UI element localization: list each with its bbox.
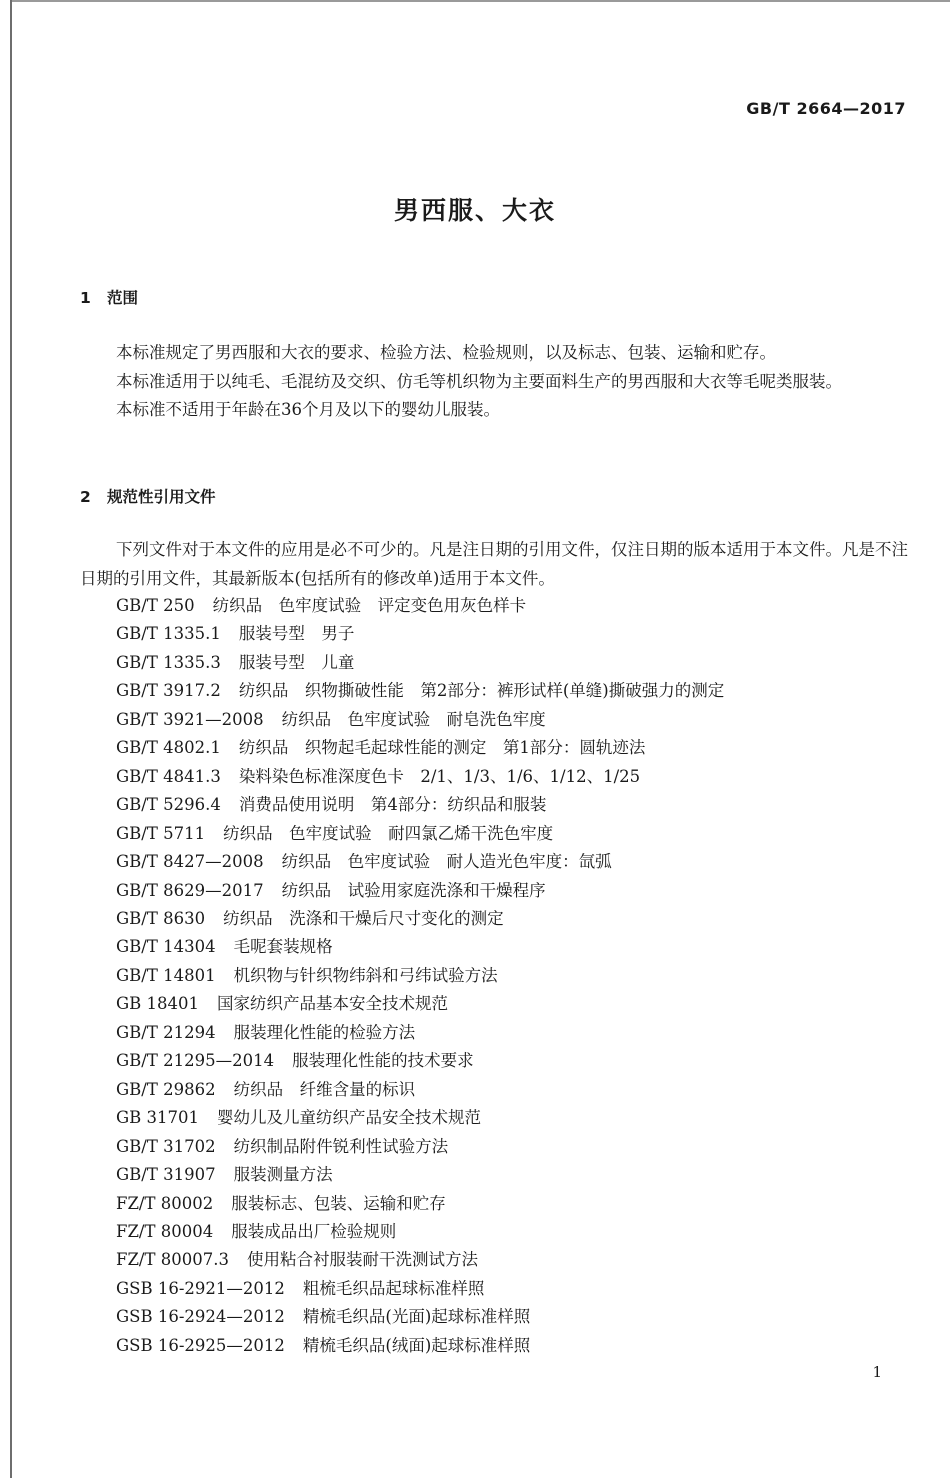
reference-title: 服装理化性能的检验方法 (233, 1022, 416, 1042)
reference-code: GB/T 8630 (116, 908, 206, 928)
reference-code: GB/T 14304 (116, 937, 216, 957)
reference-title: 精梳毛织品(绒面)起球标准样照 (302, 1335, 531, 1355)
reference-title: 服装测量方法 (233, 1165, 333, 1185)
reference-code: FZ/T 80002 (116, 1193, 214, 1213)
reference-title: 纺织品 色牢度试验 评定变色用灰色样卡 (212, 596, 527, 615)
references-intro (80, 536, 908, 593)
reference-item (116, 620, 724, 648)
reference-item (116, 990, 724, 1018)
scope-paragraphs (80, 339, 908, 425)
reference-title: 染料染色标准深度色卡 2/1、1/3、1/6、1/12、1/25 (238, 766, 641, 786)
reference-code: GB/T 5711 (116, 823, 206, 843)
reference-code: GSB 16-2925—2012 (116, 1335, 285, 1355)
reference-title: 国家纺织产品基本安全技术规范 (217, 994, 449, 1014)
reference-code: GB/T 3921—2008 (116, 709, 264, 729)
section-heading-references (80, 485, 216, 507)
reference-title: 纺织品 织物起毛起球性能的测定 第1部分：圆轨迹法 (238, 738, 646, 758)
section-heading-scope (80, 286, 138, 308)
reference-item (116, 1104, 724, 1132)
reference-code: GB/T 4841.3 (116, 766, 221, 786)
document-title: 男西服、大衣 (393, 196, 556, 225)
reference-code: GB/T 14801 (116, 965, 216, 985)
section-number: 2 (80, 488, 91, 506)
reference-code: GB/T 5296.4 (116, 795, 221, 815)
reference-title: 纺织制品附件锐利性试验方法 (233, 1136, 449, 1156)
reference-code: GB/T 31907 (116, 1165, 216, 1185)
reference-code: GB/T 21295—2014 (116, 1051, 275, 1071)
section-number: 1 (80, 289, 91, 307)
reference-title: 服装号型 儿童 (238, 652, 355, 672)
reference-list (116, 592, 724, 1360)
page-top-edge (10, 0, 950, 2)
standard-code: GB/T 2664—2017 (746, 99, 906, 118)
reference-code: FZ/T 80004 (116, 1221, 214, 1241)
reference-item (116, 763, 724, 791)
paragraph: 本标准适用于以纯毛、毛混纺及交织、仿毛等机织物为主要面料生产的男西服和大衣等毛呢类服装。 (116, 371, 842, 391)
section-title: 规范性引用文件 (107, 488, 216, 506)
paragraph: 本标准不适用于年龄在36个月及以下的婴幼儿服装。 (116, 400, 500, 419)
reference-item (116, 820, 724, 848)
reference-item (116, 592, 724, 620)
reference-item (116, 933, 724, 961)
reference-item (116, 1332, 724, 1360)
reference-title: 粗梳毛织品起球标准样照 (302, 1278, 485, 1298)
reference-item (116, 1161, 724, 1189)
reference-title: 纺织品 色牢度试验 耐四氯乙烯干洗色牢度 (223, 823, 554, 843)
reference-item (116, 848, 724, 876)
paragraph: 下列文件对于本文件的应用是必不可少的。凡是注日期的引用文件，仅注日期的版本适用于本文件。凡是不注日期的引用文件，其最新版本(包括所有的修改单)适用于本文件。 (80, 540, 908, 588)
reference-title: 纺织品 试验用家庭洗涤和干燥程序 (281, 880, 546, 900)
reference-code: GB/T 8629—2017 (116, 880, 264, 900)
reference-item (116, 877, 724, 905)
reference-code: GB/T 29862 (116, 1079, 216, 1099)
section-title: 范围 (107, 289, 139, 307)
reference-item (116, 791, 724, 819)
reference-code: GB/T 1335.3 (116, 652, 221, 672)
reference-title: 纺织品 纤维含量的标识 (233, 1079, 416, 1099)
reference-item (116, 1303, 724, 1331)
reference-title: 纺织品 色牢度试验 耐人造光色牢度：氙弧 (281, 852, 612, 872)
reference-title: 服装标志、包装、运输和贮存 (231, 1193, 446, 1213)
reference-code: GB/T 21294 (116, 1022, 216, 1042)
page-number: 1 (872, 1363, 882, 1381)
reference-title: 纺织品 洗涤和干燥后尺寸变化的测定 (223, 908, 504, 928)
reference-title: 使用粘合衬服装耐干洗测试方法 (246, 1250, 478, 1270)
reference-title: 纺织品 织物撕破性能 第2部分：裤形试样(单缝)撕破强力的测定 (238, 681, 725, 701)
reference-title: 纺织品 色牢度试验 耐皂洗色牢度 (281, 709, 546, 729)
reference-code: GSB 16-2921—2012 (116, 1278, 285, 1298)
reference-title: 机织物与针织物纬斜和弓纬试验方法 (233, 965, 498, 985)
reference-item (116, 706, 724, 734)
reference-item (116, 677, 724, 705)
reference-title: 毛呢套装规格 (233, 937, 333, 957)
reference-code: GSB 16-2924—2012 (116, 1307, 285, 1327)
reference-item (116, 649, 724, 677)
reference-item (116, 1190, 724, 1218)
paragraph: 本标准规定了男西服和大衣的要求、检验方法、检验规则，以及标志、包装、运输和贮存。 (116, 343, 776, 362)
reference-title: 服装理化性能的技术要求 (292, 1051, 474, 1071)
reference-item (116, 1076, 724, 1104)
reference-item (116, 1275, 724, 1303)
reference-code: GB/T 31702 (116, 1136, 216, 1156)
reference-item (116, 1246, 724, 1274)
reference-title: 婴幼儿及儿童纺织产品安全技术规范 (217, 1108, 482, 1128)
reference-code: GB/T 4802.1 (116, 738, 221, 758)
reference-item (116, 1218, 724, 1246)
reference-code: FZ/T 80007.3 (116, 1250, 229, 1270)
reference-code: GB/T 1335.1 (116, 624, 221, 644)
reference-title: 服装号型 男子 (238, 624, 355, 644)
reference-code: GB 18401 (116, 994, 200, 1014)
reference-item (116, 734, 724, 762)
reference-title: 服装成品出厂检验规则 (231, 1221, 397, 1241)
reference-title: 消费品使用说明 第4部分：纺织品和服装 (238, 795, 547, 815)
reference-item (116, 1047, 724, 1075)
reference-code: GB/T 250 (116, 596, 195, 615)
reference-code: GB/T 8427—2008 (116, 852, 264, 872)
reference-item (116, 1133, 724, 1161)
reference-item (116, 962, 724, 990)
reference-code: GB/T 3917.2 (116, 681, 221, 701)
reference-item (116, 905, 724, 933)
reference-item (116, 1019, 724, 1047)
reference-title: 精梳毛织品(光面)起球标准样照 (302, 1307, 531, 1327)
reference-code: GB 31701 (116, 1108, 200, 1128)
